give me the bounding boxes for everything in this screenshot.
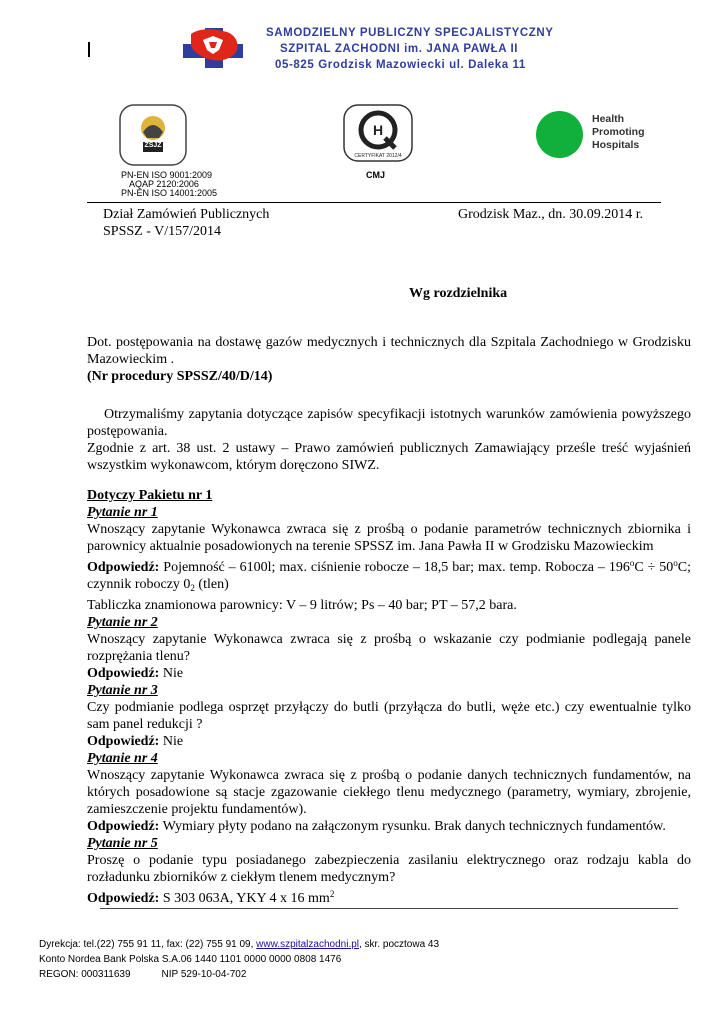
package-heading: Dotyczy Pakietu nr 1 [87,488,213,503]
footer-po-box: , skr. pocztowa 43 [359,939,440,950]
subject-block [87,334,691,385]
procedure-number: (Nr procedury SPSSZ/40/D/14) [87,369,273,384]
hph-line: Hospitals [592,139,640,151]
answer [87,665,691,682]
answer [87,886,691,907]
answer-text: C ÷ 50 [634,560,674,575]
answer-text: S 303 063A, YKY 4 x 16 mm [159,891,330,906]
answer-text: C; czynnik roboczy 0 [87,560,691,592]
superscript: o [673,558,678,568]
answer-text: (tlen) [194,577,229,592]
answer [87,733,691,750]
question-title: Pytanie nr 5 [87,836,158,851]
zsjz-label: ZSJZ [144,142,162,149]
question-text: Proszę o podanie typu posiadanego zabezpieczenia zasilaniu elektrycznego oraz rodzaju kabla do rozładunku zbiorników z ciekłym tlenem medycznym? [87,853,691,885]
footer-bank-account: Konto Nordea Bank Polska S.A.06 1440 1101 0000 0000 0808 1476 [39,954,342,965]
iso-line: AQAP 2120:2006 [129,179,199,189]
answer-text: Pojemność – 6100l; max. ciśnienie robocze – 18,5 bar; max. temp. Robocza – 196 [159,560,630,575]
hospital-name-line1: SAMODZIELNY PUBLICZNY SPECJALISTYCZNY [266,27,554,39]
question-text: Wnoszący zapytanie Wykonawca zwraca się z prośbą o podanie parametrów technicznych zbiornika i parownicy aktualnie posadowionych na terenie SPSSZ im. Jana Pawła II w Grodzisku Mazowieckim [87,522,691,554]
footer-divider [100,908,678,909]
superscript: 2 [329,889,335,899]
answer-label: Odpowiedź: [87,560,160,575]
nameplate-info: Tabliczka znamionowa parownicy: V – 9 litrów; Ps – 40 bar; PT – 57,2 bara. [87,598,517,613]
text-cursor-mark [88,42,90,57]
footer-regon: REGON: 000311639 [39,969,131,980]
iso-standards [121,171,217,198]
question-title: Pytanie nr 2 [87,615,158,630]
answer-text: Nie [159,734,184,749]
svg-text:H: H [372,122,384,138]
zsjz-seal-icon [119,104,187,166]
eagle-cross-icon [183,26,243,68]
questions-block [87,487,691,907]
question-title: Pytanie nr 3 [87,683,158,698]
zsjz-logo [119,104,187,166]
answer-label: Odpowiedź: [87,819,160,834]
question-text: Wnoszący zapytanie Wykonawca zwraca się z prośbą o wskazanie czy podmianie podlegają panele rozprężania tlenu? [87,632,691,664]
iso-line: PN-EN ISO 9001:2009 [121,170,213,180]
footer-phones: Dyrekcja: tel.(22) 755 91 11, fax: (22) 755 91 09, [39,939,257,950]
cmj-certificate-text: CERTYFIKAT 2012/4 [354,153,402,159]
hospital-address: 05-825 Grodzisk Mazowiecki ul. Daleka 11 [275,59,526,71]
intro-paragraph: Otrzymaliśmy zapytania dotyczące zapisów specyfikacji istotnych warunków zamówienia powyższego postępowania. [87,407,691,439]
legal-basis: Zgodnie z art. 38 ust. 2 ustawy – Prawo zamówień publicznych Zamawiający prześle treść wyjaśnień wszystkim wykonawcom, którym doręczono SIWZ. [87,441,691,473]
footer-ids [39,967,439,982]
hospital-logo [183,26,243,68]
footer-contact [39,937,439,952]
intro-block [87,406,691,474]
answer [87,818,691,835]
subscript: 2 [190,583,195,593]
question-text: Wnoszący zapytanie Wykonawca zwraca się z prośbą o podanie danych technicznych fundamentów, na których posadowione są stacje zgazowanie ciekłego tlenu medycznego (parametry, wymiary, zbrojenie, zamieszczenie projektu fundamentów). [87,768,691,817]
answer-label: Odpowiedź: [87,666,160,681]
hph-line: Health [592,113,625,125]
question-title: Pytanie nr 4 [87,751,158,766]
cmj-logo [343,104,413,162]
hospital-name-line2: SZPITAL ZACHODNI im. JANA PAWŁA II [280,43,519,55]
hph-green-dot-icon [536,111,583,158]
superscript: o [629,558,635,568]
header-divider [87,202,661,203]
reference-number: SPSSZ - V/157/2014 [103,224,221,239]
answer-label: Odpowiedź: [87,734,160,749]
website-link[interactable]: www.szpitalzachodni.pl [256,939,359,950]
department: Dział Zamówień Publicznych [103,207,270,222]
hph-label [592,113,645,152]
footer-nip: NIP 529-10-04-702 [161,969,247,980]
answer-text: Nie [159,666,184,681]
cmj-label: CMJ [366,170,386,180]
question-text: Czy podmianie podlega osprzęt przyłączy do butli (przyłącza do butli, węże etc.) czy ewentualnie tylko sam panel redukcji ? [87,700,691,732]
answer-label: Odpowiedź: [87,891,160,906]
subject: Dot. postępowania na dostawę gazów medycznych i technicznych dla Szpitala Zachodniego w Grodzisku Mazowieckim . [87,335,691,367]
question-title: Pytanie nr 1 [87,505,158,520]
footer [39,937,439,982]
place-date: Grodzisk Maz., dn. 30.09.2014 r. [458,207,644,222]
hph-line: Promoting [592,126,645,138]
iso-line: PN-EN ISO 14001:2005 [121,188,218,198]
recipient: Wg rozdzielnika [409,286,508,301]
answer-text: Wymiary płyty podano na załączonym rysunku. Brak danych technicznych fundamentów. [159,819,666,834]
answer [87,555,691,597]
